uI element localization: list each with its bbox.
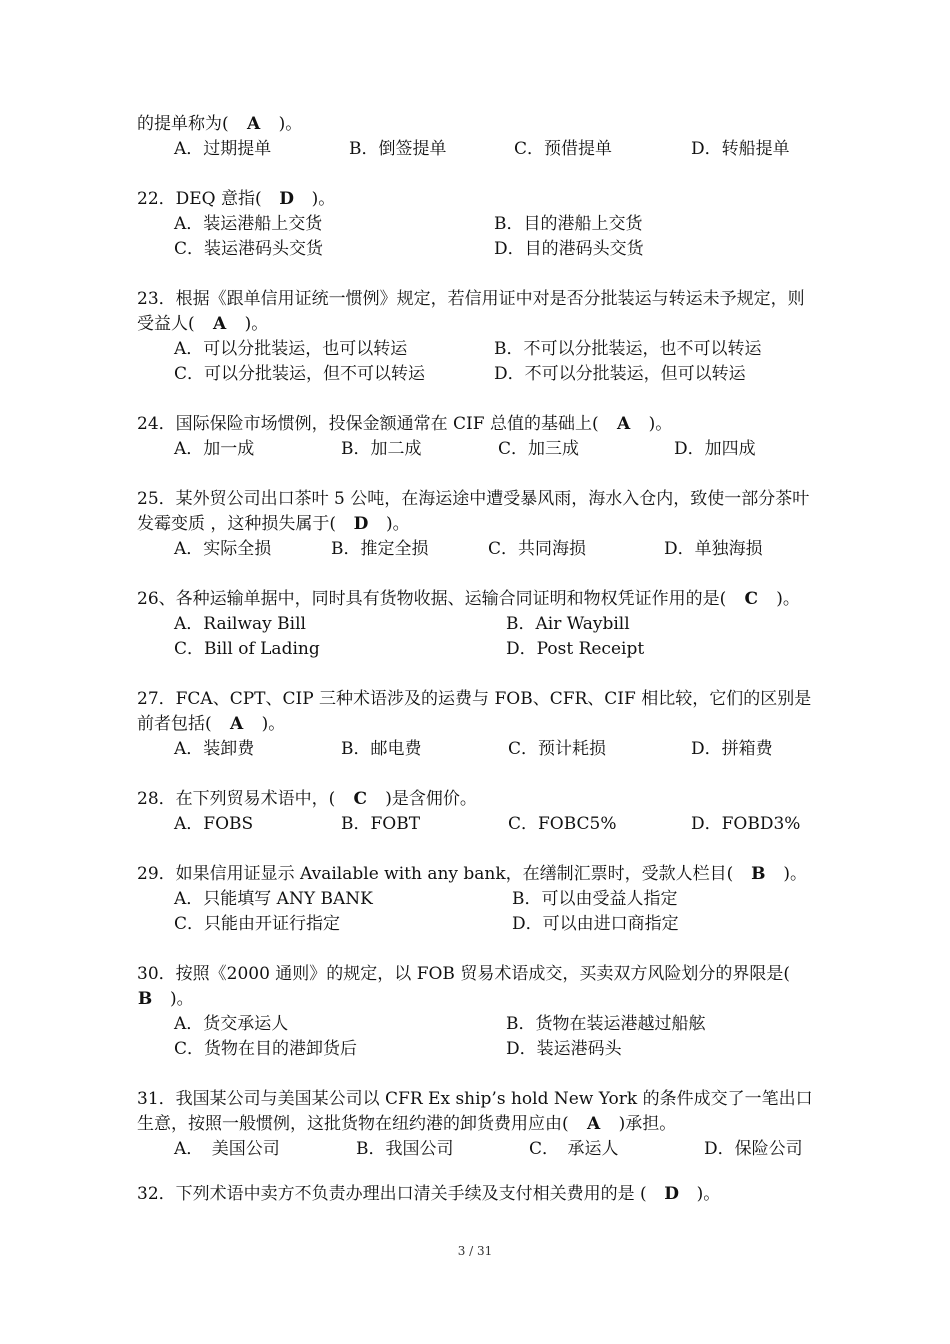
stem-text: 的提单称为( [137, 114, 246, 134]
options-row [137, 137, 817, 162]
option-a: A．货交承运人 [174, 1014, 289, 1034]
question-23 [137, 287, 817, 387]
options-row [137, 887, 817, 912]
option-d: D．FOBD3% [691, 814, 801, 834]
answer-letter: C [744, 589, 759, 609]
stem-text: )。 [679, 1184, 721, 1204]
stem-text: )。 [227, 314, 269, 334]
option-d: D．不可以分批装运，但可以转运 [494, 364, 746, 384]
options-row [137, 337, 817, 362]
question-22 [137, 187, 817, 262]
stem-text: )承担。 [601, 1114, 677, 1134]
stem-text: 31．我国某公司与美国某公司以 CFR Ex ship’s hold New York 的条件成交了一笔出口生意，按照一般惯例，这批货物在纽约港的卸货费用应由( [137, 1089, 813, 1134]
answer-letter: D [353, 514, 369, 534]
question-31 [137, 1087, 817, 1162]
option-c: C．FOBC5% [508, 814, 617, 834]
question-stem [137, 1087, 817, 1137]
stem-text: 29．如果信用证显示 Available with any bank，在缮制汇票时，受款人栏目( [137, 864, 751, 884]
stem-text: 25．某外贸公司出口茶叶 5 公吨，在海运途中遭受暴风雨，海水入仓内，致使一部分茶叶发霉变质 ，这种损失属于( [137, 489, 810, 534]
answer-letter: A [213, 314, 227, 334]
options-row [137, 1012, 817, 1037]
stem-text: 22．DEQ 意指( [137, 189, 279, 209]
option-b: B．加二成 [341, 439, 422, 459]
question-stem [137, 487, 817, 537]
option-a: A．实际全损 [174, 539, 272, 559]
stem-text: )。 [153, 989, 194, 1009]
question-26 [137, 587, 817, 662]
option-a: A．加一成 [174, 439, 255, 459]
question-29 [137, 862, 817, 937]
option-d: D．单独海损 [664, 539, 763, 559]
option-c: C．共同海损 [488, 539, 587, 559]
options-row [137, 212, 817, 237]
option-b: B．邮电费 [341, 739, 422, 759]
question-25 [137, 487, 817, 562]
stem-text: )。 [261, 114, 303, 134]
options-row [137, 1137, 817, 1162]
option-a: A．只能填写 ANY BANK [174, 889, 373, 909]
question-stem [137, 962, 817, 1012]
option-b: B．Air Waybill [506, 614, 630, 634]
answer-letter: A [616, 414, 631, 434]
stem-text: )。 [294, 189, 336, 209]
options-row [137, 612, 817, 637]
option-b: B．FOBT [341, 814, 421, 834]
stem-text: 27．FCA、CPT、CIP 三种术语涉及的运费与 FOB、CFR、CIF 相比较，它们的区别是前者包括( [137, 689, 812, 734]
question-stem [137, 287, 817, 337]
stem-text: )。 [631, 414, 673, 434]
question-stem [137, 587, 817, 612]
options-row [137, 912, 817, 937]
stem-text: 26、各种运输单据中，同时具有货物收据、运输合同证明和物权凭证作用的是( [137, 589, 744, 609]
options-row [137, 437, 817, 462]
question-21 [137, 112, 817, 162]
question-30 [137, 962, 817, 1062]
options-row [137, 812, 817, 837]
stem-text: 32．下列术语中卖方不负责办理出口清关手续及支付相关费用的是 ( [137, 1184, 664, 1204]
question-24 [137, 412, 817, 462]
question-stem [137, 687, 817, 737]
answer-letter: D [279, 189, 295, 209]
option-a: A．装运港船上交货 [174, 214, 323, 234]
question-stem [137, 1182, 817, 1207]
document-page [137, 112, 817, 1232]
page-indicator: 3 / 31 [457, 1244, 493, 1258]
answer-letter: A [230, 714, 244, 734]
answer-letter: D [664, 1184, 680, 1204]
option-c: C．货物在目的港卸货后 [174, 1039, 358, 1059]
option-a: A．可以分批装运，也可以转运 [174, 339, 408, 359]
options-row [137, 1037, 817, 1062]
answer-letter: A [587, 1114, 601, 1134]
question-stem [137, 112, 817, 137]
option-c: C． 承运人 [529, 1139, 619, 1159]
question-32 [137, 1182, 817, 1207]
stem-text: 23．根据《跟单信用证统一惯例》规定，若信用证中对是否分批装运与转运未予规定，则受益人( [137, 289, 805, 334]
question-stem [137, 412, 817, 437]
answer-letter: B [751, 864, 766, 884]
stem-text: )。 [759, 589, 800, 609]
option-a: A． 美国公司 [174, 1139, 280, 1159]
option-b: B．目的港船上交货 [494, 214, 643, 234]
option-d: D．目的港码头交货 [494, 239, 644, 259]
question-stem [137, 187, 817, 212]
option-c: C．加三成 [498, 439, 580, 459]
option-b: B．货物在装运港越过船舷 [506, 1014, 706, 1034]
option-d: D．装运港码头 [506, 1039, 622, 1059]
stem-text: 28．在下列贸易术语中，( [137, 789, 353, 809]
option-c: C．预计耗损 [508, 739, 607, 759]
stem-text: 24．国际保险市场惯例，投保金额通常在 CIF 总值的基础上( [137, 414, 616, 434]
option-d: D．保险公司 [704, 1139, 803, 1159]
answer-letter: A [247, 114, 261, 134]
option-b: B．可以由受益人指定 [512, 889, 678, 909]
option-c: C．预借提单 [514, 139, 613, 159]
option-b: B．倒签提单 [349, 139, 447, 159]
question-stem [137, 787, 817, 812]
stem-text: 30．按照《2000 通则》的规定，以 FOB 贸易术语成交，买卖双方风险划分的界限是( [137, 964, 807, 984]
option-c: C．装运港码头交货 [174, 239, 324, 259]
option-d: D．拼箱费 [691, 739, 773, 759]
stem-text: )。 [766, 864, 807, 884]
question-27 [137, 687, 817, 762]
answer-letter: C [353, 789, 368, 809]
question-stem [137, 862, 817, 887]
option-a: A．过期提单 [174, 139, 272, 159]
stem-text: )。 [244, 714, 286, 734]
option-d: D．转船提单 [691, 139, 790, 159]
option-c: C．Bill of Lading [174, 639, 320, 659]
option-a: A．装卸费 [174, 739, 255, 759]
stem-text: )是含佣价。 [368, 789, 477, 809]
option-d: D．可以由进口商指定 [512, 914, 679, 934]
option-d: D．加四成 [674, 439, 756, 459]
option-b: B．我国公司 [356, 1139, 454, 1159]
option-d: D．Post Receipt [506, 639, 645, 659]
options-row [137, 362, 817, 387]
option-a: A．Railway Bill [174, 614, 306, 634]
options-row [137, 637, 817, 662]
option-b: B．不可以分批装运，也不可以转运 [494, 339, 762, 359]
question-28 [137, 787, 817, 837]
option-a: A．FOBS [174, 814, 254, 834]
answer-letter: B [137, 989, 153, 1009]
options-row [137, 537, 817, 562]
stem-text: )。 [369, 514, 410, 534]
options-row [137, 237, 817, 262]
option-c: C．只能由开证行指定 [174, 914, 341, 934]
option-b: B．推定全损 [331, 539, 429, 559]
options-row [137, 737, 817, 762]
option-c: C．可以分批装运，但不可以转运 [174, 364, 426, 384]
